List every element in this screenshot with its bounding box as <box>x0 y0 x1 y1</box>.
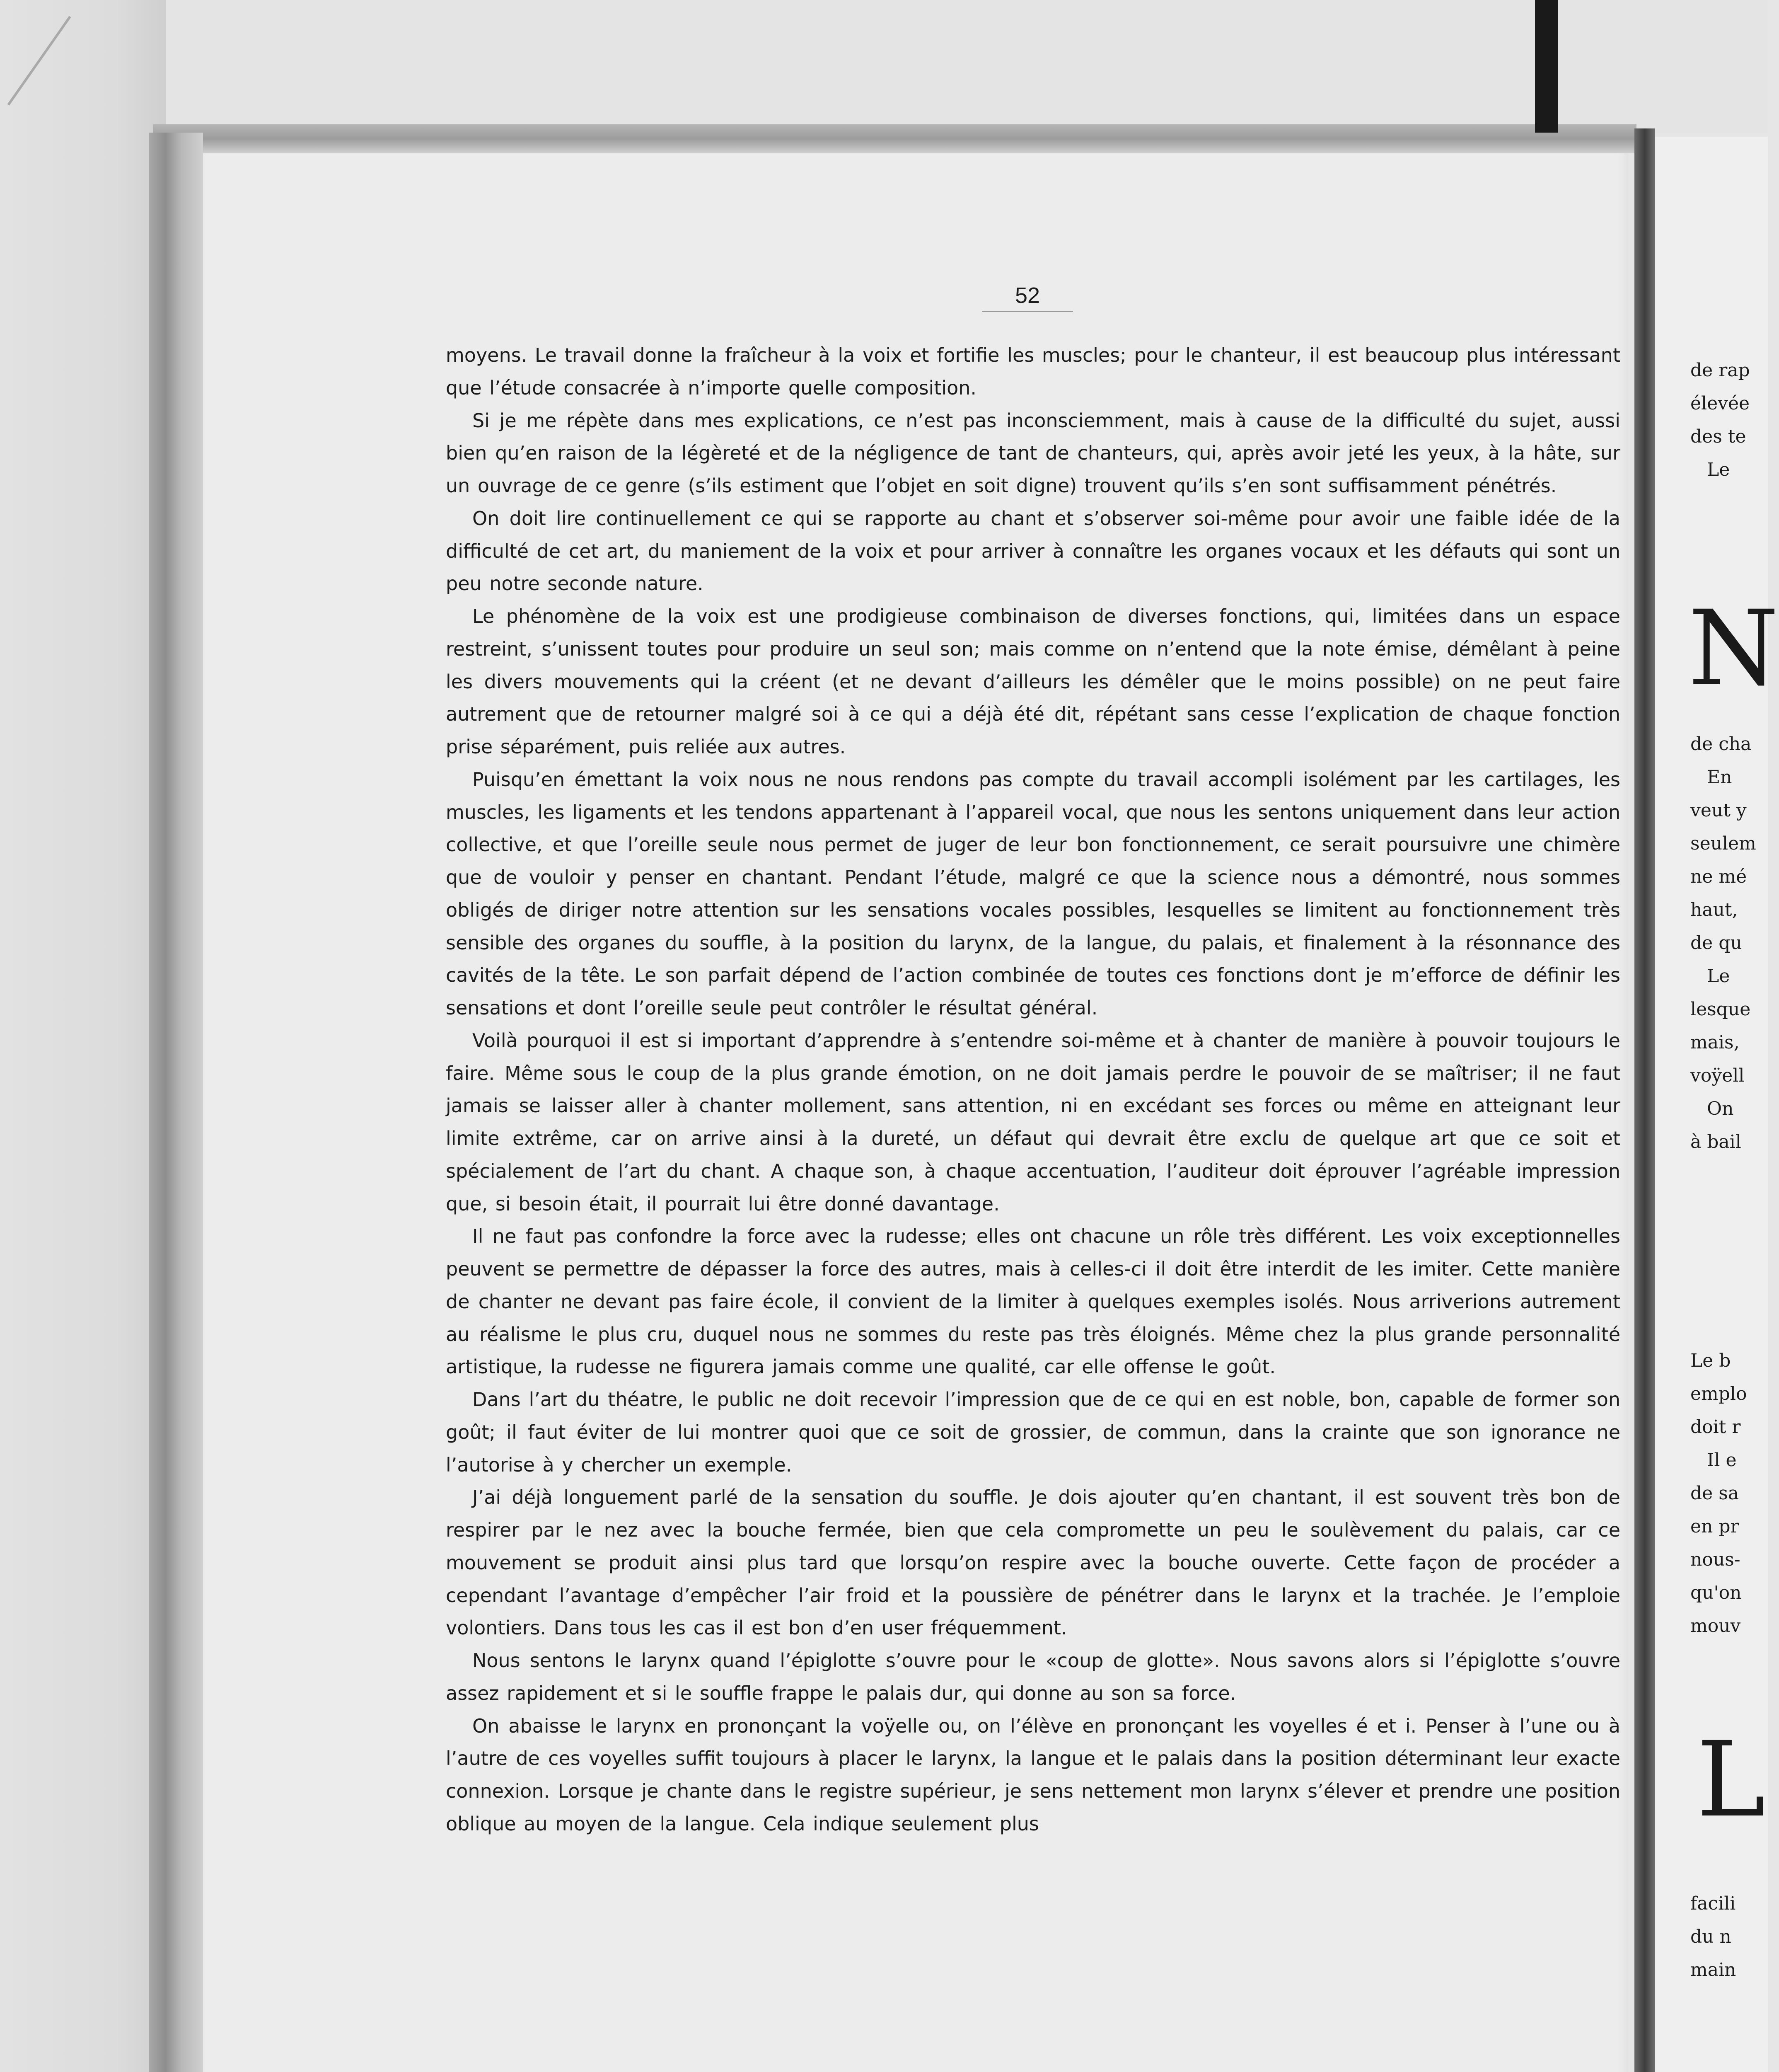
facing-page-line: de qu <box>1690 932 1742 954</box>
page-top-edge <box>153 124 1636 153</box>
facing-page-line: ne mé <box>1690 866 1747 887</box>
facing-page-line: seulem <box>1690 833 1756 854</box>
facing-page-line: en pr <box>1690 1516 1739 1537</box>
page-number: 52 <box>1015 283 1040 308</box>
facing-page-line: doit r <box>1690 1416 1741 1438</box>
paragraph-8: Dans l’art du théatre, le public ne doit recevoir l’impression que de ce qui en est noble, bon, capable de former son goût; il faut éviter de lui montrer quoi que ce soit de grossier, de commun, dans la crainte que son ignorance ne l’autorise à y chercher un exemple. <box>446 1388 1620 1476</box>
facing-page-line: Il e <box>1707 1450 1737 1471</box>
paragraph-7: Il ne faut pas confondre la force avec la rudesse; elles ont chacune un rôle très différent. Les voix exceptionnelles peuvent se permettre de dépasser la force des autres, mais à celles-ci il doit être interdit de les imiter. Cette manière de chanter ne devant pas faire école, il convient de la limiter à quelques exemples isolés. Nous arriverions autrement au réalisme le plus cru, duquel nous ne sommes du reste pas très éloignés. Même chez la plus grande personnalité artistique, la rudesse ne figurera jamais comme une qualité, car elle offense le goût. <box>446 1225 1620 1378</box>
paragraph-5: Puisqu’en émettant la voix nous ne nous rendons pas compte du travail accompli isolément par les cartilages, les muscles, les ligaments et les tendons appartenant à l’appareil vocal, que nous les sentons uniquement dans leur action collective, et que l’oreille seule nous permet de juger de leur bon fonctionnement, ce serait poursuivre une chimère que de vouloir y penser en chantant. Pendant l’étude, malgré ce que la science nous a démontré, nous sommes obligés de diriger notre attention sur les sensations vocales possibles, lesquelles se limitent au fonctionnement très sensible des organes du souffle, à la position du larynx, de la langue, du palais, et finalement à la résonnance des cavités de la tête. Le son parfait dépend de l’action combinée de toutes ces fonctions dont je m’efforce de définir les sensations et dont l’oreille seule peut contrôler le résultat général. <box>446 768 1620 1019</box>
facing-page-line: haut, <box>1690 899 1738 920</box>
facing-page-line: On <box>1707 1098 1734 1119</box>
page-number-rule <box>982 311 1073 312</box>
paragraph-6: Voilà pourquoi il est si important d’apprendre à s’entendre soi-même et à chanter de manière à pouvoir toujours le faire. Même sous le coup de la plus grande émotion, on ne doit jamais perdre le pouvoir de se maîtriser; il ne faut jamais se laisser aller à chanter mollement, sans attention, ni en excédant ses forces ou même en atteignant leur limite extrême, car on arrive ainsi à la dureté, un défaut qui devrait être exclu de quelque art que ce soit et spécialement de l’art du chant. A chaque son, à chaque accentuation, l’auditeur doit éprouver l’agréable impression que, si besoin était, il pourrait lui être donné davantage. <box>446 1029 1620 1215</box>
paragraph-2: Si je me répète dans mes explications, ce n’est pas inconsciemment, mais à cause de la difficulté du sujet, aussi bien qu’en raison de la légèreté et de la négligence de tant de chanteurs, qui, après avoir jeté les yeux, à la hâte, sur un ouvrage de ce genre (s’ils estiment que l’objet en soit digne) trouvent qu’ils s’en sont suffisamment pénétrés. <box>446 409 1620 497</box>
facing-page-line: main <box>1690 1959 1736 1980</box>
facing-page-line: élevée <box>1690 393 1750 414</box>
paragraph-1: moyens. Le travail donne la fraîcheur à la voix et fortifie les muscles; pour le chanteur, il est beaucoup plus intéressant que l’étude consacrée à n’importe quelle composition. <box>446 344 1620 399</box>
facing-page-line: veut y <box>1690 800 1747 821</box>
paragraph-10: Nous sentons le larynx quand l’épiglotte s’ouvre pour le «coup de glotte». Nous savons alors si l’épiglotte s’ouvre assez rapidement et si le souffle frappe le palais dur, qui donne au son sa force. <box>446 1649 1620 1704</box>
facing-page-line: voÿell <box>1690 1065 1745 1086</box>
book-binding <box>1634 128 1655 2072</box>
binding-top-bar <box>1535 0 1558 133</box>
paragraph-4: Le phénomène de la voix est une prodigieuse combinaison de diverses fonctions, qui, limitées dans un espace restreint, s’unissent toutes pour produire un seul son; mais comme on n’entend que la note émise, démêlant à peine les divers mouvements qui la créent (et ne devant d’ailleurs les démêler que le moins possible) on ne peut faire autrement que de retourner malgré soi à ce qui a déjà été dit, répétant sans cesse l’explication de chaque fonction prise séparément, puis reliée aux autres. <box>446 605 1620 758</box>
scan-top-band <box>0 0 1768 133</box>
facing-page-line: mouv <box>1690 1615 1741 1636</box>
paragraph-9: J’ai déjà longuement parlé de la sensation du souffle. Je dois ajouter qu’en chantant, il est souvent très bon de respirer par le nez avec la bouche fermée, bien que cela compromette un peu le soulèvement du palais, car ce mouvement se produit ainsi plus tard que lorsqu’on respire avec la bouche ouverte. Cette façon de procéder a cependant l’avantage d’empêcher l’air froid et la poussière de pénétrer dans le larynx et la trachée. Je l’emploie volontiers. Dans tous les cas il est bon d’en user fréquemment. <box>446 1486 1620 1639</box>
facing-page-line: de cha <box>1690 733 1752 755</box>
facing-page-line: Le b <box>1690 1350 1731 1371</box>
facing-page-line: Le <box>1707 459 1730 480</box>
facing-page-line: facili <box>1690 1893 1736 1914</box>
scan-left-margin <box>0 0 166 2072</box>
facing-page-line: de sa <box>1690 1483 1739 1504</box>
facing-page-line: En <box>1707 767 1732 788</box>
facing-page-line: mais, <box>1690 1032 1740 1053</box>
paragraph-3: On doit lire continuellement ce qui se rapporte au chant et s’observer soi-même pour avoir une faible idée de la difficulté de cet art, du maniement de la voix et pour arriver à connaître les organes vocaux et les défauts qui sont un peu notre seconde nature. <box>446 507 1620 595</box>
facing-page-line: lesque <box>1690 999 1751 1020</box>
page-body-text <box>446 339 1620 1840</box>
facing-page-line: emplo <box>1690 1383 1747 1404</box>
page-left-edge <box>149 133 203 2072</box>
facing-page-line: de rap <box>1690 360 1750 381</box>
facing-page-line: Le <box>1707 966 1730 987</box>
facing-page-line: qu'on <box>1690 1582 1742 1603</box>
facing-page-line: à bail <box>1690 1131 1741 1152</box>
facing-page-dropcap-l: L <box>1697 1719 1766 1840</box>
facing-page-line: des te <box>1690 426 1746 447</box>
facing-page-line: du n <box>1690 1926 1731 1947</box>
facing-page-line: nous- <box>1690 1549 1740 1570</box>
paragraph-11: On abaisse le larynx en prononçant la voÿelle ou, on l’élève en prononçant les voyelles é et i. Penser à l’une ou à l’autre de ces voyelles suffit toujours à placer le larynx, la langue et le palais dans la position déterminant leur exacte connexion. Lorsque je chante dans le registre supérieur, je sens nettement mon larynx s’élever et prendre une position oblique au moyen de la langue. Cela indique seulement plus <box>446 1714 1620 1835</box>
facing-page-dropcap-n: N <box>1688 588 1779 709</box>
